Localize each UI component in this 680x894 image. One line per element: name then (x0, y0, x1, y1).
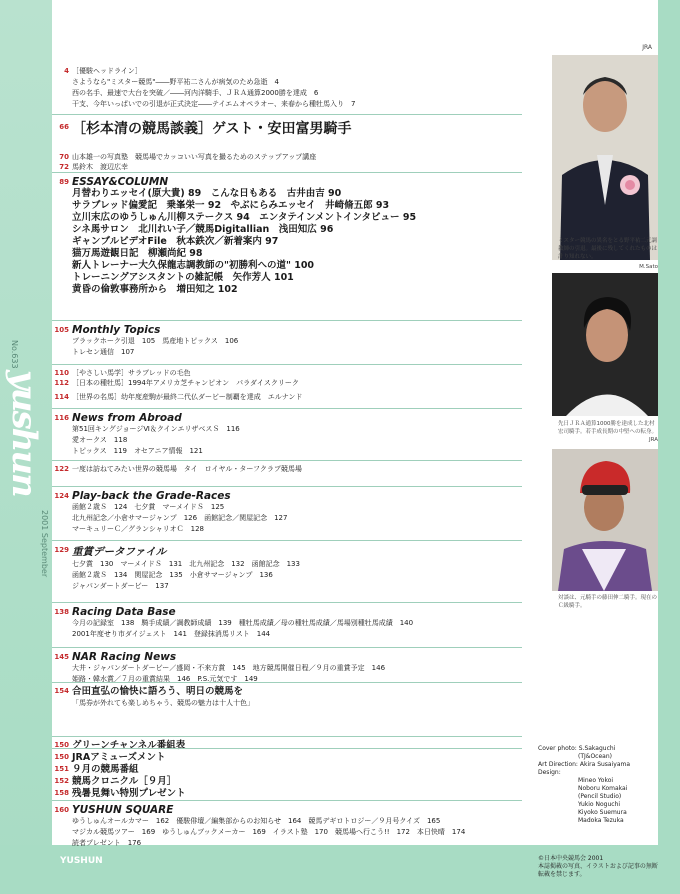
page-number: 151 (54, 765, 69, 773)
designer-name: Yukio Noguchi (578, 801, 621, 808)
feature-title: ［杉本清の競馬談義］ゲスト・安田富男騎手 (72, 121, 352, 137)
toc-entry: ［世界の名馬］幼年度産駒が最終二代仏ダービー制覇を達成 エルナンド (72, 393, 303, 401)
page-number: 110 (54, 369, 69, 377)
toc-entry: 残暑見舞い特別プレゼント (72, 788, 186, 799)
toc-entry: さようなら"ミスター競馬"――野平祐二さんが病気のため急逝 4 (72, 78, 279, 86)
page-number: 122 (54, 465, 69, 473)
section-divider (52, 172, 522, 173)
toc-entry: 大井・ジャパンダートダービー／盛岡・不来方賞 145 地方競馬開催日程／９月の重賞予定 146 (72, 664, 386, 672)
portrait-image (552, 55, 658, 260)
toc-entry: 山本雄一の写真塾 競馬場でカッコいい写真を撮るためのステップアップ講座 (72, 153, 317, 161)
toc-entry: 競馬クロニクル［９月］ (72, 776, 177, 787)
photo-trainer (552, 55, 658, 260)
toc-entry: JRAアミューズメント (72, 752, 166, 763)
toc-entry: マジカル競馬ツアー 169 ゆうしゅんブックメーカー 169 イラスト塾 170 競馬場へ行こう!! 172 本日快晴 174 (72, 828, 466, 836)
page-number: 105 (54, 326, 69, 334)
photo-caption-3: 対談は、元騎手の藤田伸二騎手。現在のＣ級騎手。 (558, 595, 658, 609)
credits: Cover photo: S.Sakaguchi (TJ&Ocean) Art Direction: Akira Susaiyama Design: Mineo Yokoi Noboru Komakai (Pencil Studio) Yukio Noguchi Kiyoko Suemura Madoka Tezuka ©日本中央競馬会 2001 本誌掲載の写真、イラストおよび記事の無断転載を禁じます。 (538, 745, 658, 878)
designer-name: (Pencil Studio) (578, 793, 622, 800)
page-number: 138 (54, 608, 69, 616)
toc-entry: 一度は訪ねてみたい世界の競馬場 タイ ロイヤル・ターフクラブ競馬場 (72, 465, 302, 473)
section-divider (52, 540, 522, 541)
toc-entry: ９月の競馬番組 (72, 764, 139, 775)
portrait-image (552, 449, 658, 591)
toc-entry: ジャパンダートダービー 137 (72, 582, 169, 590)
page-number: 124 (54, 492, 69, 500)
photo-caption-1-credit: M.Sato (639, 264, 658, 270)
toc-entry: グリーンチャンネル番組表 (72, 740, 186, 751)
page-number: 160 (54, 806, 69, 814)
photo-credit-jra: JRA (642, 44, 652, 51)
toc-entry: 黄昏の倫敦事務所から 増田知之 102 (72, 284, 238, 295)
page-number: 154 (54, 687, 69, 695)
toc-entry: 函館２歳Ｓ 124 七夕賞 マーメイドＳ 125 (72, 503, 225, 511)
toc-entry: 読者プレゼント 176 (72, 839, 142, 847)
section-heading: Monthly Topics (72, 324, 161, 336)
section-heading: News from Abroad (72, 412, 182, 424)
toc-entry: 函館２歳Ｓ 134 関屋記念 135 小倉サマージャンプ 136 (72, 571, 273, 579)
page-number: 145 (54, 653, 69, 661)
toc-entry: トレーニングアシスタントの雑記帳 矢作芳人 101 (72, 272, 294, 283)
page-number: 112 (54, 379, 69, 387)
toc-entry: トレセン通信 107 (72, 348, 135, 356)
feature-title: 合田直弘の愉快に語ろう、明日の競馬を (72, 686, 244, 697)
toc-entry: 2001年度せり市ダイジェスト 141 登録抹消馬リスト 144 (72, 630, 271, 638)
section-divider (52, 682, 522, 683)
section-heading: YUSHUN SQUARE (72, 804, 174, 816)
section-divider (52, 800, 522, 801)
section-divider (52, 364, 522, 365)
section-divider (52, 408, 522, 409)
footer-logo: YUSHUN (60, 856, 103, 866)
toc-entry: サラブレッド偏愛記 乗峯栄一 92 やぶにらみエッセイ 井崎脩五郎 93 (72, 200, 390, 211)
section-divider (52, 748, 522, 749)
toc-entry: ブラックホーク引退 105 馬産地トピックス 106 (72, 337, 239, 345)
page-number: 66 (59, 123, 69, 131)
toc-entry: 西の名手、最速で大台を突破／――河内洋騎手、ＪＲＡ通算2000勝を達成 6 (72, 89, 319, 97)
page-number: 116 (54, 414, 69, 422)
toc-entry: ［日本の種牡馬］1994年アメリカ芝チャンピオン パラダイスクリーク (72, 379, 299, 387)
section-divider (52, 486, 522, 487)
toc-entry: シネ馬サロン 北川れい子／競馬Digitallian 浅田知広 96 (72, 224, 334, 235)
toc-entry: ギャンブルビデオFile 秋本鉄次／新着案内 97 (72, 236, 279, 247)
photo-caption-2: 先日ＪＲＡ通算1000勝を達成した北村宏司騎手。若手成長期の中堅への転身。 (558, 421, 658, 435)
toc-entry: 七夕賞 130 マーメイドＳ 131 北九州記念 132 函館記念 133 (72, 560, 300, 568)
toc-entry: 干支、今年いっぱいでの引退が正式決定――テイエムオペラオー、来春から種牡馬入り 7 (72, 100, 356, 108)
page-number: 89 (59, 178, 69, 186)
toc-entry: 北九州記念／小倉サマージャンプ 126 函館記念／関屋記念 127 (72, 514, 288, 522)
page-number: 72 (59, 163, 69, 171)
section-divider (52, 647, 522, 648)
section-divider (52, 114, 522, 115)
page-number: 70 (59, 153, 69, 161)
toc-entry: 姫路・韓水賞／７月の重賞結果 146 P.S.元気です 149 (72, 675, 258, 683)
right-color-band (658, 0, 680, 894)
photo-caption-1: ミスター競馬の異名をとる野平祐二元調教師の引退。最後に残してくれたものは計り知れない。 (558, 238, 658, 260)
section-divider (52, 320, 522, 321)
toc-entry: 第51回キングジョージⅥ＆クインエリザベスＳ 116 (72, 425, 240, 433)
photo-caption-2-credit: JRA (649, 437, 658, 443)
toc-entry: 馬鈴木 渡辺広幸 (72, 163, 128, 171)
section-heading: 重賞データファイル (72, 546, 167, 558)
page-number: 129 (54, 546, 69, 554)
designer-name: Mineo Yokoi (578, 777, 614, 784)
magazine-logo: yushun (4, 370, 44, 496)
toc-entry: 猫万馬遊観日記 柳瀬尚紀 98 (72, 248, 203, 259)
designer-name: Kiyoko Suemura (578, 809, 627, 816)
photo-jockey-young (552, 273, 658, 416)
toc-entry: トピックス 119 オセアニア情報 121 (72, 447, 203, 455)
issue-date: 2001 September (40, 510, 49, 578)
section-divider (52, 460, 522, 461)
issue-number: No.633 (10, 340, 19, 369)
section-heading: ESSAY&COLUMN (72, 176, 169, 188)
section-divider (52, 736, 522, 737)
toc-entry: ゆうしゅんオールカマー 162 優駿俳壇／編集部からのお知らせ 164 競馬デギロトロジー／９月号クイズ 165 (72, 817, 441, 825)
toc-entry: 愛オークス 118 (72, 436, 128, 444)
section-heading: Play-back the Grade-Races (72, 490, 231, 502)
toc-entry: 立川末広のゆうしゅん川柳ステークス 94 エンタテインメントインタビュー 95 (72, 212, 417, 223)
toc-entry: マーキュリーＣ／グランシャリオＣ 128 (72, 525, 204, 533)
page-number: 152 (54, 777, 69, 785)
photo-jockey-helmet (552, 449, 658, 591)
toc-entry: 新人トレーナー大久保龍志調教師の"初勝利への道" 100 (72, 260, 315, 271)
page-number: 4 (64, 67, 69, 75)
toc-entry: ［やさしい馬学］サラブレッドの毛色 (72, 369, 191, 377)
page-number: 158 (54, 789, 69, 797)
toc-entry: 今月の記録室 138 騎手成績／調教師成績 139 種牡馬成績／母の種牡馬成績／馬場別種牡馬成績 140 (72, 619, 414, 627)
designer-name: Noboru Komakai (578, 785, 628, 792)
toc-entry: 「馬券が外れても楽しめちゃう、競馬の魅力は十人十色」 (72, 699, 254, 707)
section-heading: Racing Data Base (72, 606, 176, 618)
portrait-image (552, 273, 658, 416)
page-number: 114 (54, 393, 69, 401)
page-number: 150 (54, 753, 69, 761)
section-heading: NAR Racing News (72, 651, 177, 663)
toc-entry: 月替わりエッセイ(原大貴) 89 こんな日もある 古井由吉 90 (72, 188, 342, 199)
designer-name: Madoka Tezuka (578, 817, 624, 824)
toc-entry: ［優駿ヘッドライン］ (72, 67, 142, 75)
section-divider (52, 602, 522, 603)
page-number: 150 (54, 741, 69, 749)
